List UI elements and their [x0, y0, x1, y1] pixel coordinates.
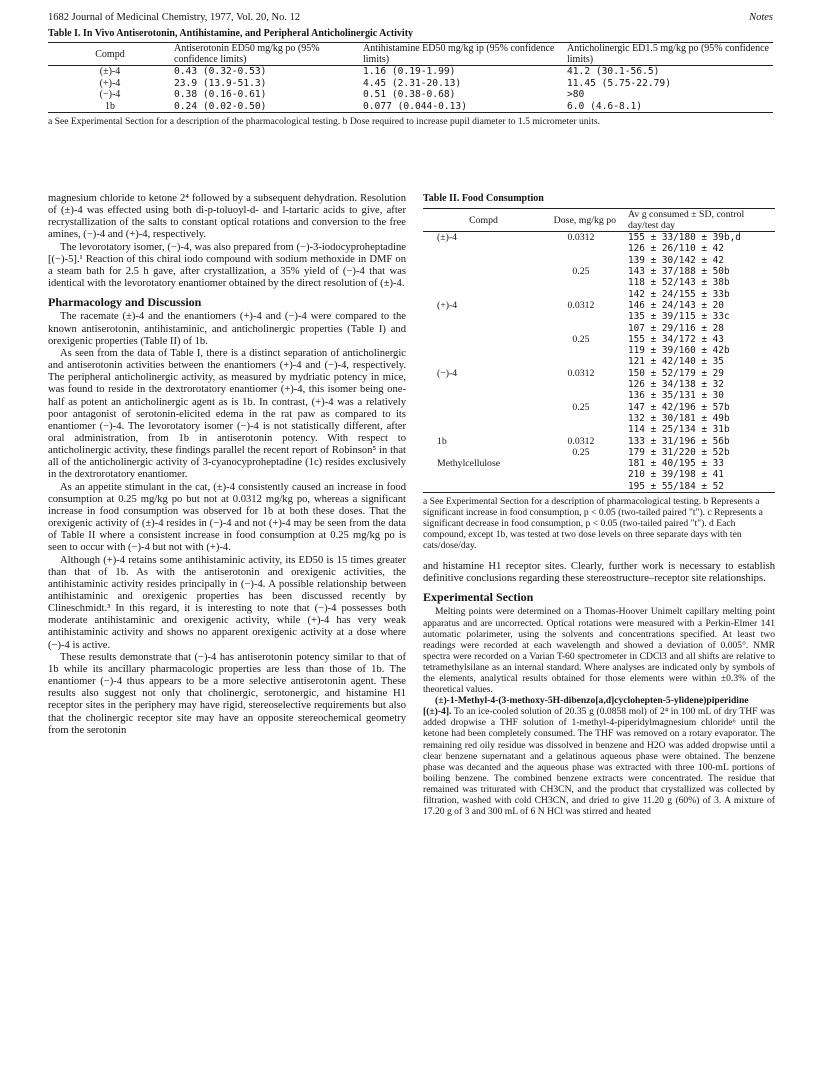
table-cell: (−)-4	[437, 367, 458, 379]
table-cell: (−)-4	[99, 89, 121, 100]
table-row	[423, 243, 775, 254]
table-cell: 0.43 (0.32-0.53)	[174, 66, 267, 77]
paragraph: The racemate (±)-4 and the enantiomers (+)-4 and (−)-4 were compared to the known antiserotonin, antihistaminic, and anticholinergic properties (Table I) and orexigenic properties (Table II) of 1b.	[48, 311, 406, 347]
table-cell	[544, 424, 618, 435]
table-cell	[423, 481, 544, 493]
table-cell	[544, 481, 618, 493]
table-cell: 0.25	[572, 266, 590, 278]
t1-header-anticholinergic: Anticholinergic ED1.5 mg/kg po (95% confidence limits)	[567, 43, 769, 65]
table-cell: 210 ± 39/198 ± 41	[628, 469, 724, 481]
table-cell: 139 ± 30/142 ± 42	[628, 254, 724, 266]
table-row	[423, 266, 775, 277]
table-cell	[544, 379, 618, 390]
table-row	[48, 66, 773, 78]
table-cell: 179 ± 31/220 ± 52b	[628, 446, 730, 458]
table-cell: 136 ± 35/131 ± 30	[628, 390, 724, 402]
table-cell: 143 ± 37/188 ± 50b	[628, 266, 730, 278]
paragraph: These results demonstrate that (−)-4 has antiserotonin potency similar to that of 1b while its ancillary pharmacologic properties are less than those of 1b. The enantiomer (−)-4 thus appears to be a more selective antiserotonin agent. These results also suggest not only that cholinergic, serotonergic, and histamine H1 receptor sites in the periphery may have rigid, stereoselective requirements but also that the cholinergic receptor site may have an opposite stereochemical geometry from the serotonin	[48, 651, 406, 736]
table-row	[423, 424, 775, 435]
table-cell: 147 ± 42/196 ± 57b	[628, 401, 730, 413]
paragraph: and histamine H1 receptor sites. Clearly, further work is necessary to establish definitive conclusions regarding these stereostructure–receptor site relationships.	[423, 560, 775, 585]
compound-title: (±)-1-Methyl-4-(3-methoxy-5H-dibenzo[a,d]cyclohepten-5-ylidene)piperidine [(±)-4].	[423, 695, 749, 718]
table-cell: 126 ± 34/138 ± 32	[628, 379, 724, 391]
table-row	[423, 469, 775, 480]
table-row	[48, 78, 773, 90]
table-cell	[544, 243, 618, 254]
table-cell	[544, 469, 618, 480]
table-cell	[423, 402, 544, 413]
table-cell	[544, 356, 618, 367]
t2-header-consumed: Av g consumed ± SD, control day/test day	[628, 209, 745, 232]
header-citation: 1682 Journal of Medicinal Chemistry, 1977, Vol. 20, No. 12	[48, 12, 301, 23]
table-1-grid	[48, 42, 773, 113]
table-2-footnote: a See Experimental Section for a description of pharmacological testing. b Represents a significant increase in food consumption, p < 0.05 (two-tailed paired "t"). c Represents a significant decrease in food consumption, p < 0.05 (two-tailed paired "t"). d Each compound, except 1b, was tested at two dose levels on three separate days with ten cats/dose/day.	[423, 495, 763, 551]
paragraph: Melting points were determined on a Thomas-Hoover Unimelt capillary melting point apparatus and are uncorrected. Optical rotations were measured with a Perkin-Elmer 141 automatic polarimeter, using the solvents and concentrations specified. At least two readings were recorded at each wavelength and showed a deviation of 0.005°. NMR spectra were recorded on a Varian T-60 spectrometer in CDCl3 and all shifts are relative to tetramethylsilane as an internal standard. Where analyses are indicated only by symbols of the elements, analytical results obtained for those elements were within ±0.3% of the theoretical values.	[423, 606, 775, 696]
table-cell	[423, 447, 544, 458]
table-cell	[423, 379, 544, 390]
table-cell: Methylcellulose	[437, 458, 501, 470]
table-cell: 1b	[105, 100, 115, 112]
table-row	[423, 402, 775, 413]
t2-header-compd: Compd	[469, 214, 498, 226]
header-section: Notes	[749, 12, 773, 23]
table-row	[423, 323, 775, 334]
table-cell	[423, 424, 544, 435]
table-cell	[423, 356, 544, 367]
table-row	[423, 255, 775, 266]
table-cell	[544, 323, 618, 334]
table-row	[423, 334, 775, 345]
table-2-grid	[423, 208, 775, 493]
table-cell: 1b	[437, 435, 447, 447]
table-cell: 0.25	[572, 401, 590, 413]
table-cell: 4.45 (2.31-20.13)	[363, 77, 462, 89]
table-row	[48, 89, 773, 101]
table-row	[423, 300, 775, 311]
table-cell: 41.2 (30.1-56.5)	[567, 66, 660, 77]
table-cell: 107 ± 29/116 ± 28	[628, 322, 724, 334]
table-row	[423, 311, 775, 322]
table-row	[423, 390, 775, 401]
table-cell	[544, 458, 618, 469]
table-cell	[423, 413, 544, 424]
table-cell: 133 ± 31/196 ± 56b	[628, 435, 730, 447]
table-cell	[544, 277, 618, 288]
paragraph: As an appetite stimulant in the cat, (±)-4 consistently caused an increase in food consumption at 0.25 mg/kg po but not at 0.0312 mg/kg po, whereas a significant increase in food consumption was observed for 1b at both these doses. That the orexigenic activity of (±)-4 resides in (−)-4 and not (+)-4 may be seen from the data of Table II where a consistent increase in food consumption at 0.25 mg/kg po is seen to occur with (−)-4 but not with (+)-4.	[48, 481, 406, 554]
table-cell: 0.0312	[567, 367, 595, 379]
table-cell	[423, 243, 544, 254]
table-cell: 155 ± 33/180 ± 39b,d	[628, 232, 741, 244]
table-cell	[423, 334, 544, 345]
table-cell: (+)-4	[99, 77, 121, 89]
table-cell: 121 ± 42/140 ± 35	[628, 356, 724, 368]
paragraph: The levorotatory isomer, (−)-4, was also prepared from (−)-3-iodocyproheptadine [(−)-5].¹ Reaction of this chiral iodo compound with sodium methoxide in DMF on a steam bath for 2.5 h gave, after crystallization, a 35% yield of (−)-4 that was identical with the levorotatory enantiomer obtained by the direct resolution of (±)-4.	[48, 241, 406, 290]
table-cell	[423, 390, 544, 401]
table-row	[423, 277, 775, 288]
table-row	[423, 481, 775, 493]
right-column	[423, 193, 775, 817]
table-cell: (±)-4	[437, 232, 458, 244]
table-cell: 0.0312	[567, 435, 595, 447]
table-cell	[423, 323, 544, 334]
table-row	[423, 379, 775, 390]
table-cell: 142 ± 24/155 ± 33b	[628, 288, 730, 300]
table-cell	[544, 345, 618, 356]
table-cell	[423, 277, 544, 288]
table-row	[423, 345, 775, 356]
table-cell	[544, 289, 618, 300]
table-cell	[544, 413, 618, 424]
table-cell: 132 ± 30/181 ± 49b	[628, 412, 730, 424]
table-cell	[423, 289, 544, 300]
table-cell: 0.25	[572, 333, 590, 345]
t1-header-antiserotonin: Antiserotonin ED50 mg/kg po (95% confidence limits)	[174, 43, 320, 65]
table-cell	[423, 469, 544, 480]
table-cell: 0.24 (0.02-0.50)	[174, 100, 267, 112]
t2-header-dose: Dose, mg/kg po	[553, 214, 616, 226]
table-cell: 11.45 (5.75-22.79)	[567, 77, 671, 89]
table-row	[423, 458, 775, 469]
table-cell: 0.077 (0.044-0.13)	[363, 100, 467, 112]
table-cell: >80	[567, 89, 585, 100]
table-1	[48, 28, 773, 127]
table-cell: 114 ± 25/134 ± 31b	[628, 424, 730, 436]
table-cell: 0.38 (0.16-0.61)	[174, 89, 267, 100]
table-cell: 1.16 (0.19-1.99)	[363, 66, 456, 77]
table-cell: 0.0312	[567, 299, 595, 311]
paragraph: magnesium chloride to ketone 2⁴ followed by a subsequent dehydration. Resolution of (±)-4 was effected using both di-p-toluoyl-d- and l-tartaric acids to give, after recrystallization of the salts to constant optical rotations and conversion to the free amines, (−)-4 and (+)-4, respectively.	[48, 193, 406, 241]
section-heading: Experimental Section	[423, 590, 534, 605]
table-cell	[544, 390, 618, 401]
table-row	[423, 232, 775, 244]
table-cell	[423, 345, 544, 356]
table-row	[423, 356, 775, 367]
table-cell	[423, 266, 544, 277]
procedure-text: To an ice-cooled solution of 20.35 g (0.0858 mol) of 2⁴ in 100 mL of dry THF was added dropwise a THF solution of 1-methyl-4-piperidylmagnesium chloride⁶ until the ketone had been completely consumed. The THF was removed on a rotary evaporator. The remaining red oily residue was dissolved in benzene and H2O was added dropwise until a clear benzene supernatant and a gelatinous aqueous phase were obtained. The benzene phase was decanted and the aqueous phase was extracted with three 100-mL portions of boiling benzene. The combined benzene extracts were concentrated. The residue that remained was triturated with CH3CN, and the product that crystallized was collected by filtration, washed with cold CH3CN, and dried to give 11.20 g (60%) of 3. A mixture of 17.20 g of 3 and 300 mL of 6 N HCl was stirred and heated	[423, 706, 775, 818]
t1-header-antihistamine: Antihistamine ED50 mg/kg ip (95% confidence limits)	[363, 43, 555, 65]
table-cell	[423, 255, 544, 266]
table-1-caption: Table I. In Vivo Antiserotonin, Antihistamine, and Peripheral Anticholinergic Activity	[48, 28, 414, 39]
table-cell: 6.0 (4.6-8.1)	[567, 100, 643, 112]
table-cell	[423, 311, 544, 322]
table-row	[423, 413, 775, 424]
table-cell	[544, 311, 618, 322]
table-cell: 150 ± 52/179 ± 29	[628, 367, 724, 379]
table-cell: 126 ± 26/110 ± 42	[628, 243, 724, 255]
table-cell: 146 ± 24/143 ± 20	[628, 299, 724, 311]
table-cell: 118 ± 52/143 ± 38b	[628, 277, 730, 289]
section-heading: Pharmacology and Discussion	[48, 295, 202, 310]
table-row	[423, 289, 775, 300]
table-row	[423, 368, 775, 379]
table-cell: (+)-4	[437, 299, 458, 311]
table-row	[48, 101, 773, 113]
table-cell: 119 ± 39/160 ± 42b	[628, 345, 730, 357]
table-cell: (±)-4	[99, 66, 121, 77]
paragraph: As seen from the data of Table I, there is a distinct separation of anticholinergic and antiserotonin activities between the enantiomers (+)-4 and (−)-4, respectively. The peripheral anticholinergic activity, as measured by mydriatic potency in mice, was found to reside in the dextrorotatory enantiomer (+)-4, this isomer being one-half as potent an anticholinergic agent as is 1b. In contrast, (+)-4 was a relatively poor antagonist of serotonin-elicited edema in the rat paw as compared to its enantiomer (−)-4. The levorotatory isomer (−)-4 is not statistically different, after oral administration, from 1b in antiserotonin potency. With respect to anticholinergic activity, these findings parallel the recent report of Robinson⁵ in that all of the anticholinergic activity of 3-cyanocyproheptadine (1c) resides exclusively in the dextrorotatory enantiomer.	[48, 347, 406, 481]
left-column	[48, 193, 406, 737]
paragraph	[423, 695, 775, 817]
table-cell: 155 ± 34/172 ± 43	[628, 333, 724, 345]
table-2-caption: Table II. Food Consumption	[423, 193, 544, 204]
table-row	[423, 436, 775, 447]
table-1-footnote: a See Experimental Section for a description of the pharmacological testing. b Dose required to increase pupil diameter to 1.5 micrometer units.	[48, 116, 600, 127]
table-cell: 135 ± 39/115 ± 33c	[628, 311, 730, 323]
paragraph: Although (+)-4 retains some antihistaminic activity, its ED50 is 15 times greater than that of 1b. As with the antiserotonin and orexigenic activities, the antihistaminic activity resides principally in (−)-4. A possible relationship between antihistaminic and orexigenic properties has been discussed recently by Clineschmidt.³ In this regard, it is interesting to note that (−)-4 possesses both moderate antihistaminic and orexigenic activity, while (+)-4 has very weak antihistaminic activity and shows no apparent orexigenic activity at a dose where (−)-4 is active.	[48, 554, 406, 651]
table-cell: 0.51 (0.38-0.68)	[363, 89, 456, 100]
table-cell: 195 ± 55/184 ± 52	[628, 480, 724, 492]
table-cell	[544, 255, 618, 266]
table-row	[423, 447, 775, 458]
t1-header-compd: Compd	[95, 48, 125, 60]
table-cell: 23.9 (13.9-51.3)	[174, 77, 267, 89]
table-cell: 0.25	[572, 446, 590, 458]
table-cell: 181 ± 40/195 ± 33	[628, 458, 724, 470]
table-2	[423, 193, 775, 551]
table-cell: 0.0312	[567, 232, 595, 244]
